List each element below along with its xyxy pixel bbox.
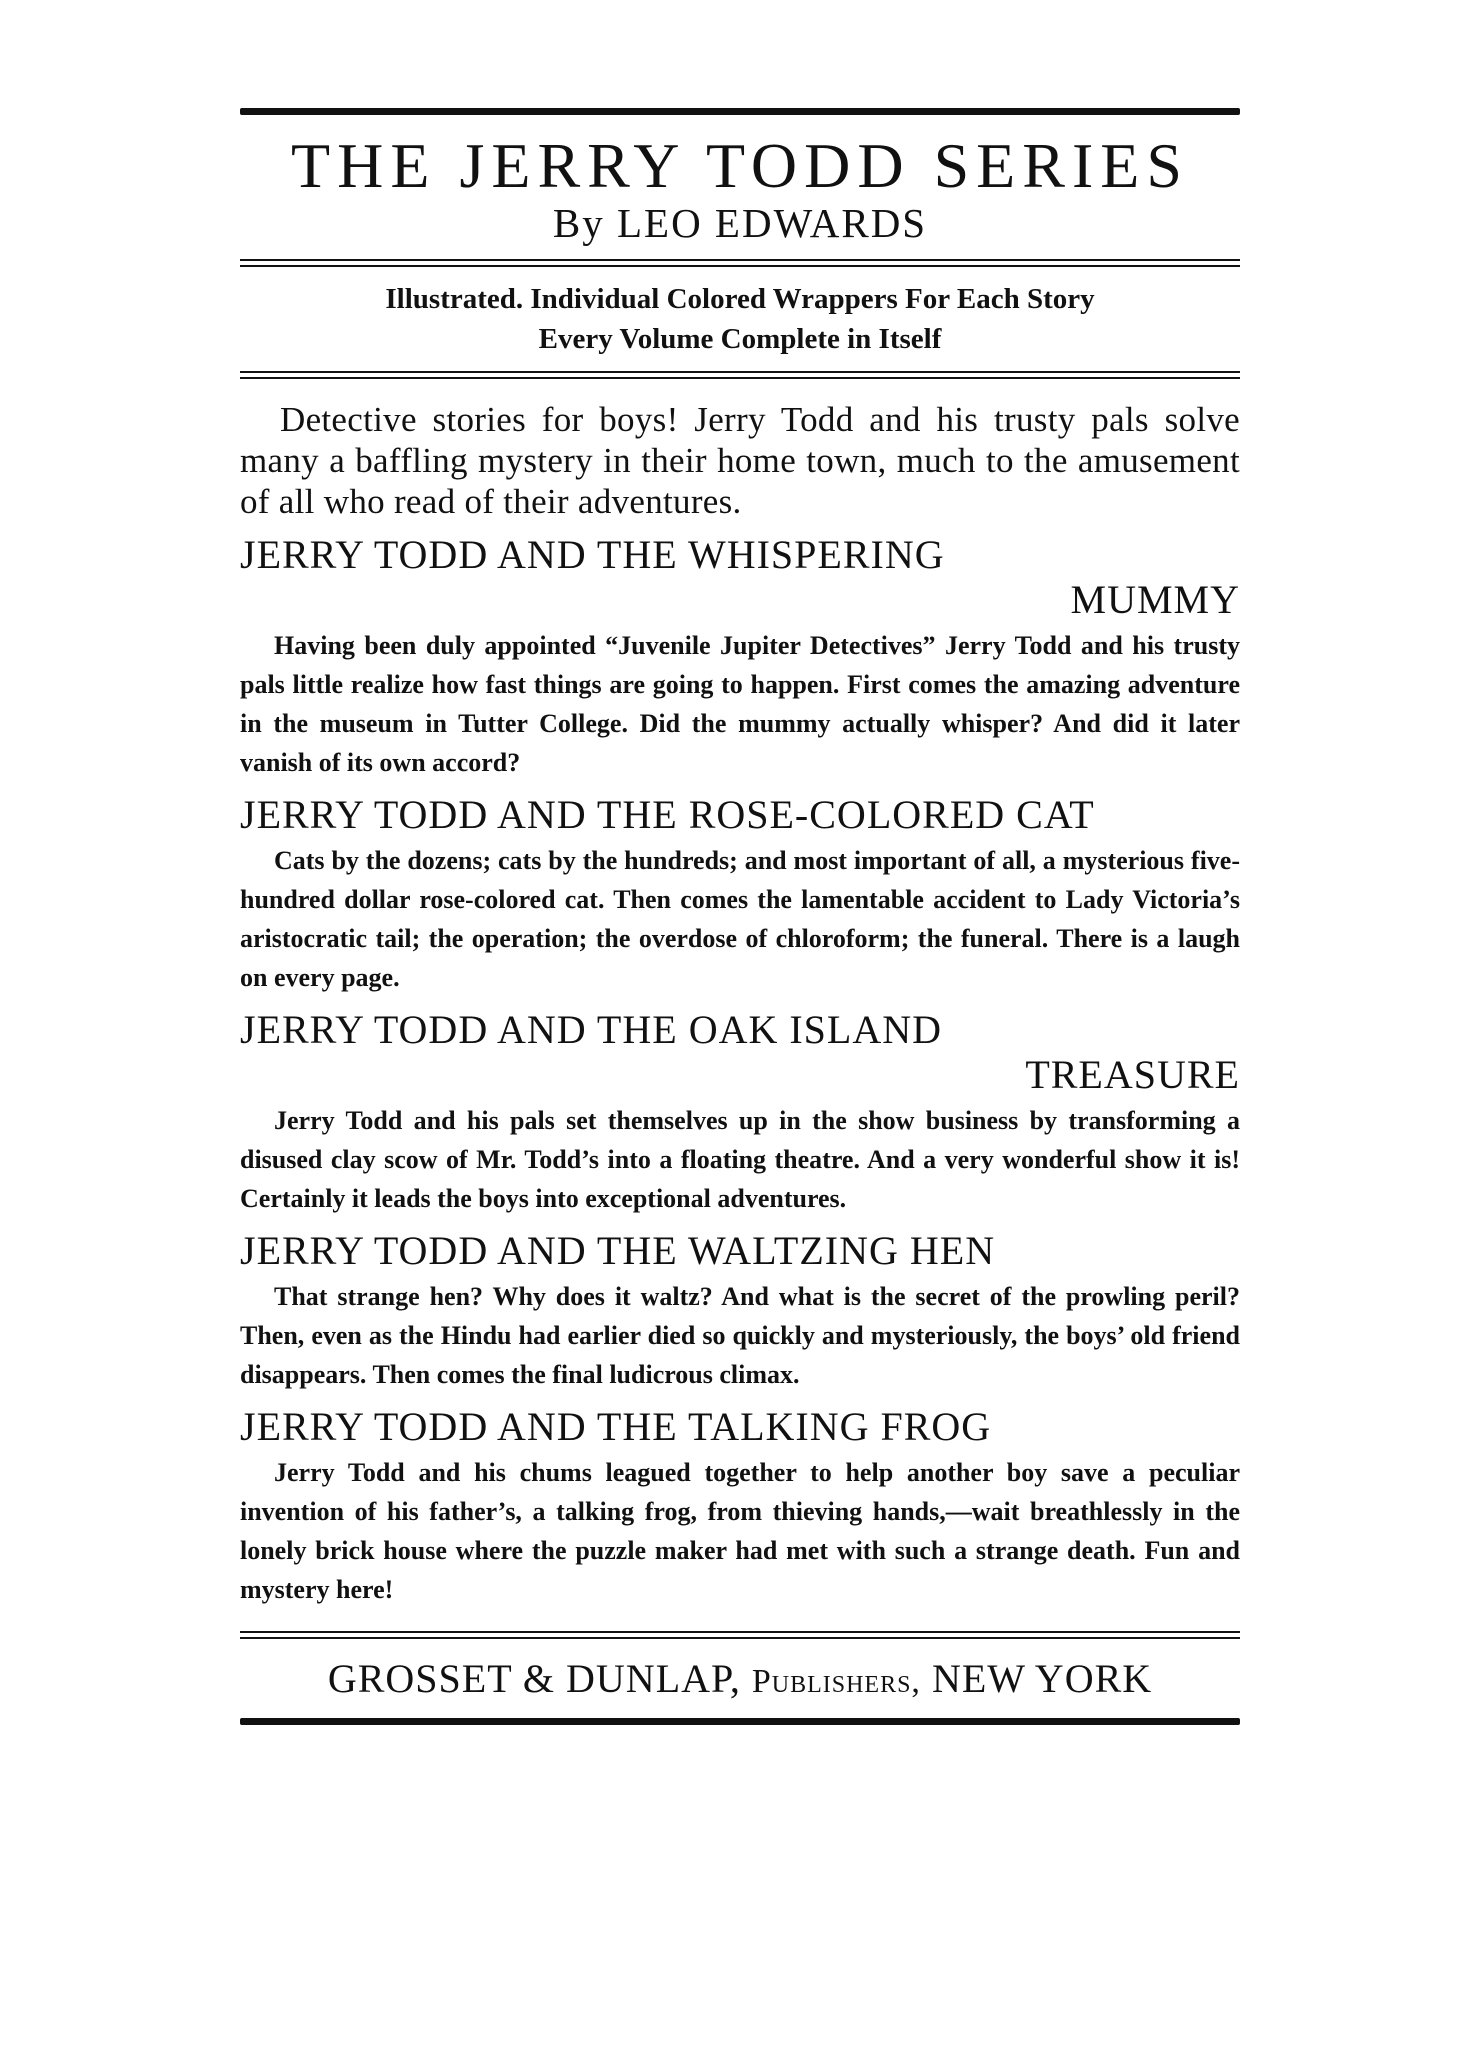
book-title-main: JERRY TODD AND THE TALKING FROG [240,1404,992,1449]
book-title-tail: MUMMY [1070,577,1240,622]
features-block [240,267,1240,371]
publisher-city: NEW YORK [931,1656,1153,1701]
book-title [240,1404,1240,1449]
bottom-heavy-rule [240,1718,1240,1725]
book-title-main: JERRY TODD AND THE ROSE-COLORED CAT [240,792,1095,837]
book-entry-whispering-mummy [240,532,1240,782]
book-description: That strange hen? Why does it waltz? And what is the secret of the prowling peril? Then, even as the Hindu had earlier died so quickly and mysteriously, the boys’ old friend disappears. Then comes the final ludicrous climax. [240,1282,1240,1389]
top-heavy-rule [240,108,1240,115]
features-line-2: Every Volume Complete in Itself [538,323,942,355]
footer-double-rule [240,1631,1240,1639]
publisher-role: Publishers, [751,1663,921,1700]
book-description: Cats by the dozens; cats by the hundreds; and most important of all, a mysterious five-hundred dollar rose-colored cat. Then comes the lamentable accident to Lady Victoria’s aristocratic tail; the operation; the overdose of chloroform; the funeral. There is a laugh on every page. [240,846,1240,992]
book-description: Having been duly appointed “Juvenile Jupiter Detectives” Jerry Todd and his trusty pals little realize how fast things are going to happen. First comes the amazing adventure in the museum in Tutter College. Did the mummy actually whisper? And did it later vanish of its own accord? [240,631,1240,777]
features-double-rule [240,371,1240,379]
book-title-main: JERRY TODD AND THE WHISPERING [240,532,945,577]
book-title-main: JERRY TODD AND THE OAK ISLAND [240,1007,943,1052]
book-title-tail: TREASURE [1025,1052,1240,1097]
publisher-line [240,1639,1240,1718]
header-double-rule [240,259,1240,267]
book-entry-oak-island-treasure [240,1007,1240,1218]
book-entry-rose-colored-cat [240,792,1240,997]
book-title [240,1228,1240,1273]
book-title-main: JERRY TODD AND THE WALTZING HEN [240,1228,996,1273]
publisher-name: GROSSET & DUNLAP, [327,1656,741,1701]
author-byline: By LEO EDWARDS [552,200,928,246]
series-title: THE JERRY TODD SERIES [291,130,1189,201]
book-entry-talking-frog [240,1404,1240,1609]
features-line-1: Illustrated. Individual Colored Wrappers For Each Story [385,283,1095,315]
series-intro: Detective stories for boys! Jerry Todd and his trusty pals solve many a baffling mystery in their home town, much to the amusement of all who read of their adventures. [240,400,1240,521]
book-description: Jerry Todd and his pals set themselves up in the show business by transforming a disused clay scow of Mr. Todd’s into a floating theatre. And a very wonderful show it is! Certainly it leads the boys into exceptional adventures. [240,1106,1240,1213]
advertisement-page [240,108,1240,1725]
book-title [240,1007,1240,1097]
book-description: Jerry Todd and his chums leagued together to help another boy save a peculiar invention of his father’s, a talking frog, from thieving hands,—wait breathlessly in the lonely brick house where the puzzle maker had met with such a strange death. Fun and mystery here! [240,1458,1240,1604]
book-entry-waltzing-hen [240,1228,1240,1394]
book-title [240,532,1240,622]
book-title [240,792,1240,837]
